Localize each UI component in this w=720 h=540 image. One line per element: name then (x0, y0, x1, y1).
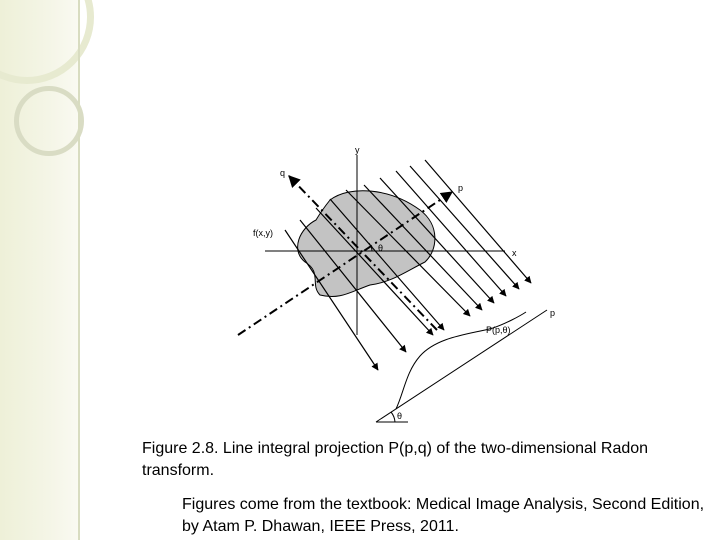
label-p-axis-bottom: p (550, 308, 556, 318)
label-object: f(x,y) (253, 228, 273, 238)
label-y-axis: y (355, 145, 360, 155)
source-credit: Figures come from the textbook: Medical Image Analysis, Second Edition, by Atam P. Dhawan, IEEE Press, 2011. (182, 496, 705, 535)
label-p-axis-top: p (458, 183, 464, 193)
figure-caption: Figure 2.8. Line integral projection P(p,q) of the two-dimensional Radon transform. (142, 440, 649, 479)
angle-arc-bottom (391, 412, 395, 422)
label-x-axis: x (512, 248, 517, 258)
label-angle-center: θ (378, 243, 384, 253)
label-angle-bottom: θ (397, 411, 403, 421)
projection-baseline (376, 310, 547, 422)
label-projection: P(p,θ) (486, 325, 511, 335)
label-q-axis: q (280, 168, 286, 178)
